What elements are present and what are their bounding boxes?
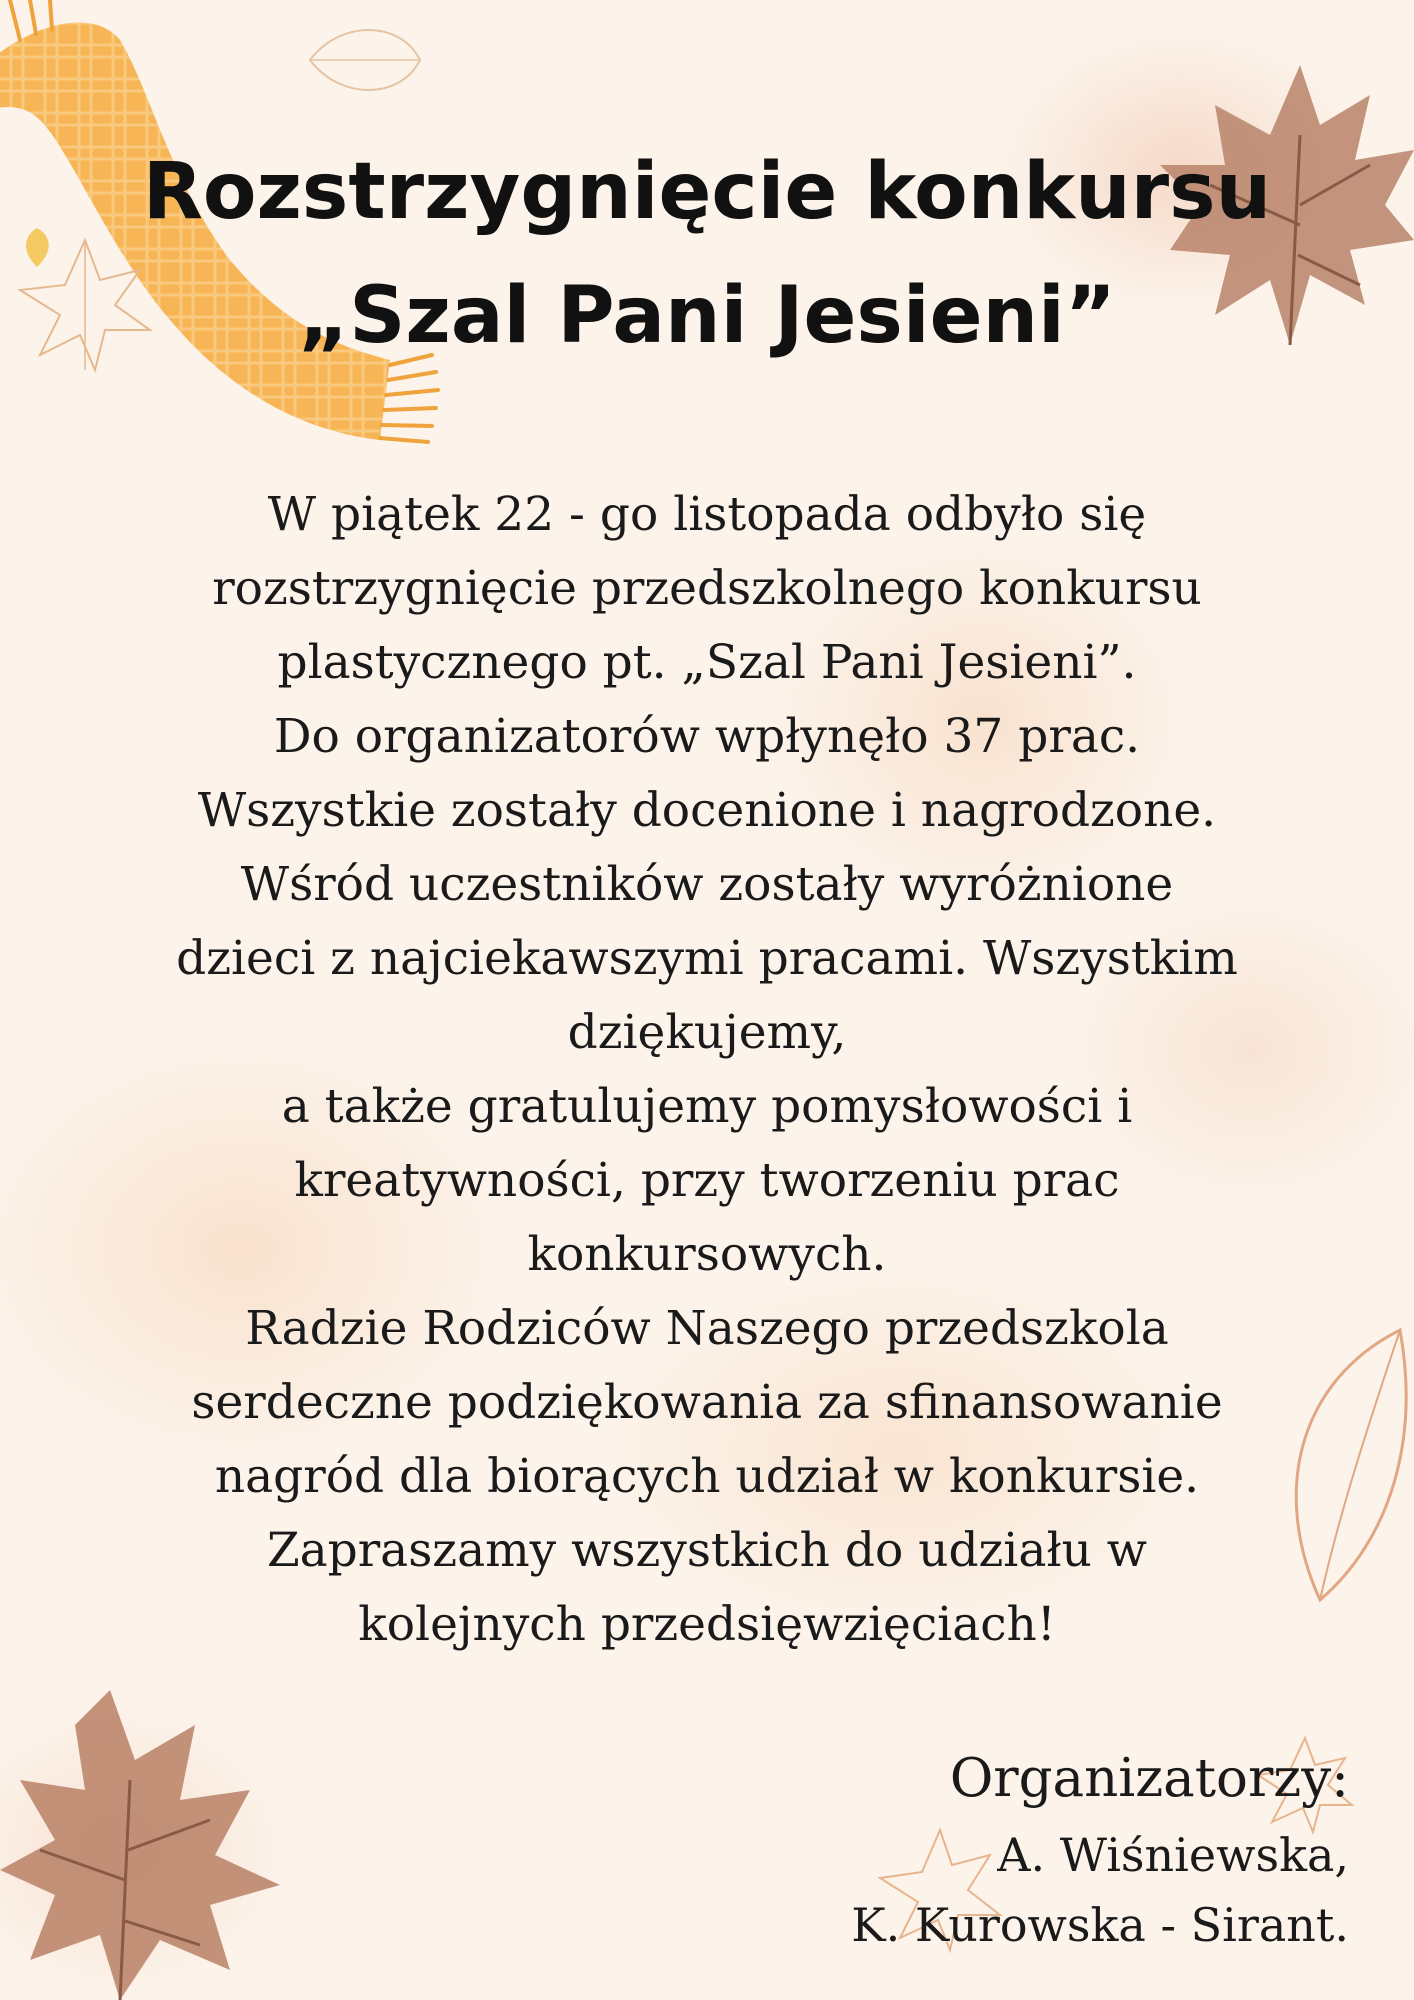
announcement-body [60,478,1354,1662]
body-line: Wszystkie zostały docenione i nagrodzone. [197,783,1217,838]
body-line: Zapraszamy wszystkich do udziału w [266,1523,1148,1578]
body-line: kolejnych przedsięwzięciach! [358,1597,1056,1652]
signature-name-1: A. Wiśniewska, [997,1828,1349,1882]
page-title-line-1: Rozstrzygnięcie konkursu [142,147,1272,237]
body-line: dzieci z najciekawszymi pracami. Wszystkim [176,931,1238,986]
signature-name-2: K. Kurowska - Sirant. [851,1898,1349,1952]
body-line: kreatywności, przy tworzeniu prac [294,1153,1120,1208]
body-line: W piątek 22 - go listopada odbyło się [267,487,1147,542]
body-line: konkursowych. [527,1227,887,1282]
body-line: Wśród uczestników zostały wyróżnione [240,857,1174,912]
body-line: dziękujemy, [567,1005,847,1060]
body-line: Do organizatorów wpłynęło 37 prac. [273,709,1141,764]
page-title-line-2: „Szal Pani Jesieni” [297,271,1116,361]
signature-title: Organizatorzy: [949,1748,1349,1809]
body-line: rozstrzygnięcie przedszkolnego konkursu [212,561,1202,616]
maple-leaf-icon [0,1670,330,2000]
body-line: a także gratulujemy pomysłowości i [281,1079,1133,1134]
body-line: plastycznego pt. „Szal Pani Jesieni”. [277,635,1137,690]
body-line: nagród dla biorących udział w konkursie. [214,1449,1200,1504]
body-line: serdeczne podziękowania za sfinansowanie [191,1375,1223,1430]
leaf-outline-icon [300,20,430,100]
body-line: Radzie Rodziców Naszego przedszkola [245,1301,1169,1356]
